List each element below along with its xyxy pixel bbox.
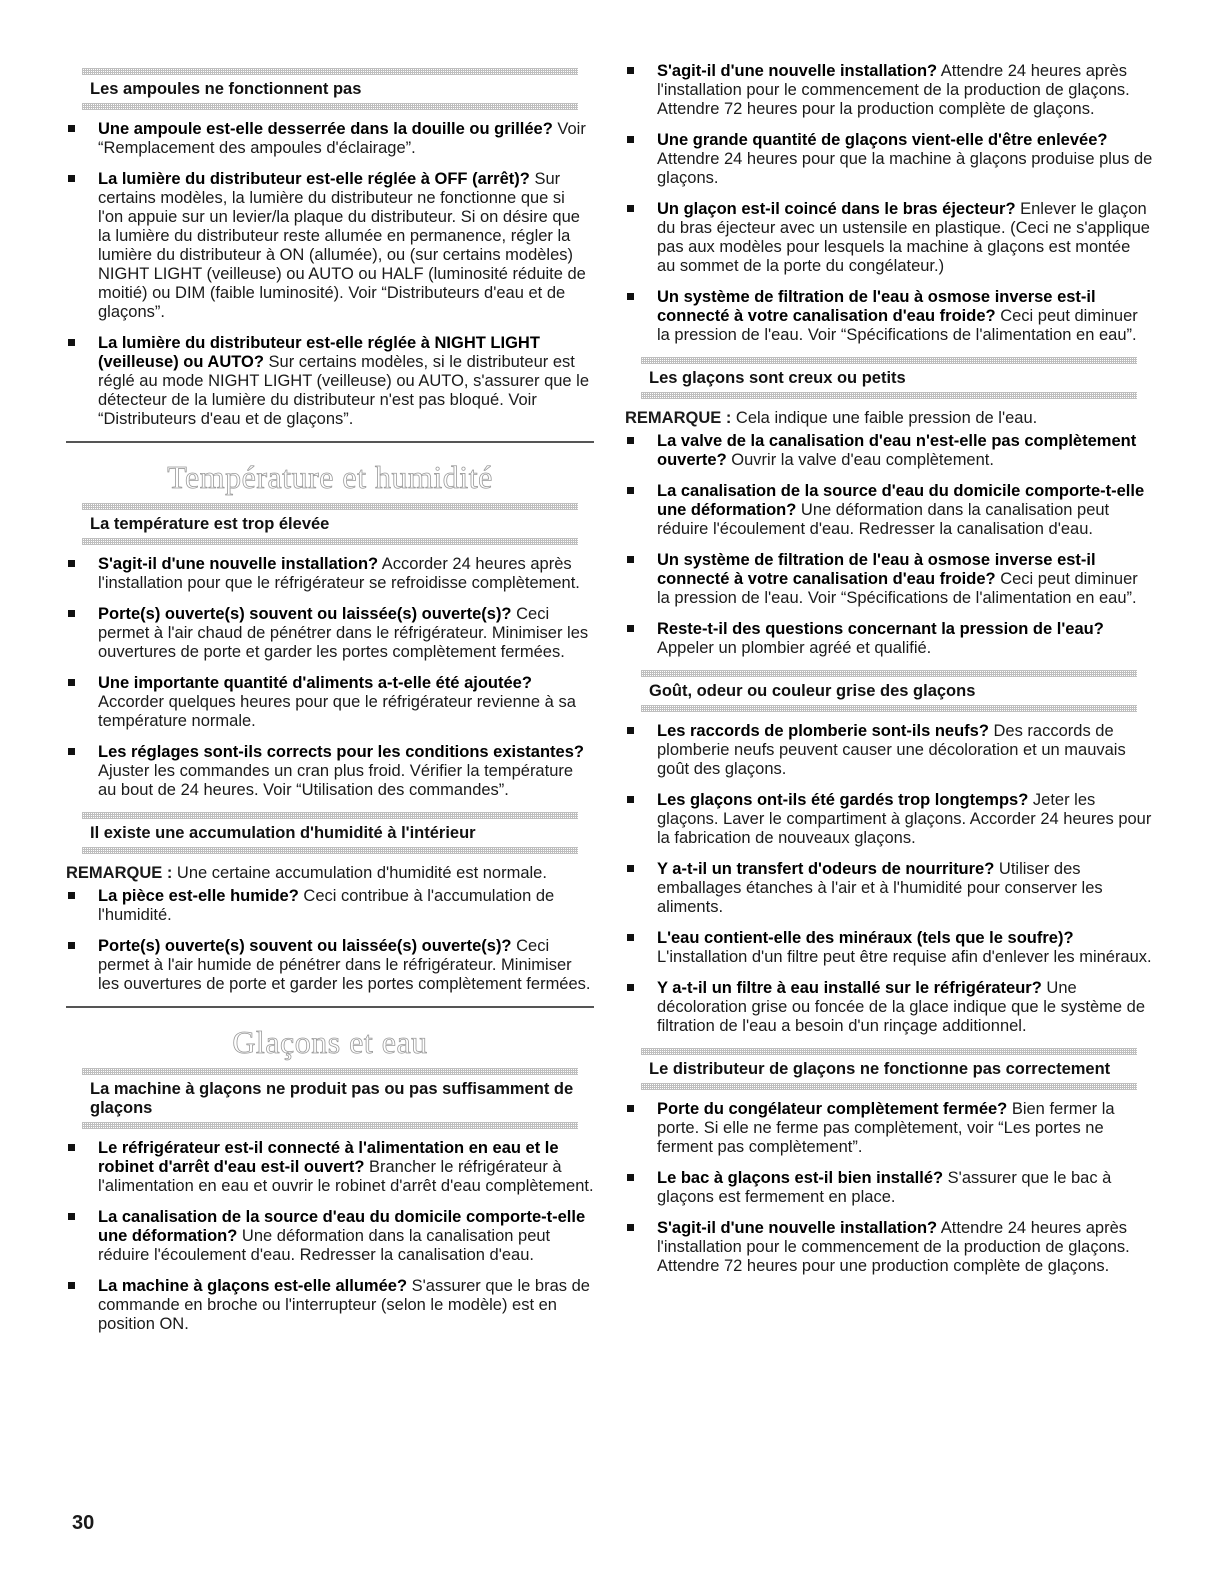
item-list	[625, 62, 1153, 345]
item-question: Les glaçons ont-ils été gardés trop longtemps?	[657, 791, 1029, 809]
item-question: Les raccords de plomberie sont-ils neufs?	[657, 722, 989, 740]
square-bullet-icon	[68, 1282, 75, 1289]
square-bullet-icon	[68, 1144, 75, 1151]
item-answer: Voir “Remplacement des ampoules d'éclairage”.	[98, 120, 586, 157]
dotted-rule	[82, 1122, 578, 1129]
item-answer: Attendre 24 heures après l'installation pour le commencement de la production de glaçons. Attendre 72 heures pour une production complète de glaçons.	[657, 1219, 1130, 1275]
right-column	[625, 62, 1153, 1288]
square-bullet-icon	[627, 556, 634, 563]
dotted-rule	[82, 812, 578, 819]
item-list	[66, 555, 594, 800]
list-item	[66, 120, 594, 158]
list-item	[625, 860, 1153, 917]
square-bullet-icon	[627, 934, 634, 941]
item-answer: Accorder quelques heures pour que le réfrigérateur revienne à sa température normale.	[98, 693, 576, 730]
item-answer: S'assurer que le bras de commande en broche ou l'interrupteur (selon le modèle) est en position ON.	[98, 1277, 590, 1333]
dotted-rule	[82, 503, 578, 510]
list-item	[625, 288, 1153, 345]
item-answer: Ceci permet à l'air chaud de pénétrer dans le réfrigérateur. Minimiser les ouvertures de porte et garder les portes complètement fermées.	[98, 605, 589, 661]
subsection-title: Goût, odeur ou couleur grise des glaçons	[649, 682, 976, 700]
item-list	[625, 1100, 1153, 1276]
page-number: 30	[72, 1512, 95, 1534]
list-item	[625, 1219, 1153, 1276]
item-answer: Ceci contribue à l'accumulation de l'humidité.	[98, 887, 555, 924]
subsection-title: Le distributeur de glaçons ne fonctionne pas correctement	[649, 1060, 1111, 1078]
square-bullet-icon	[627, 293, 634, 300]
item-answer: Attendre 24 heures après l'installation pour le commencement de la production de glaçons. Attendre 72 heures pour la production complète de glaçons.	[657, 62, 1130, 118]
list-item	[625, 62, 1153, 119]
item-question: La pièce est-elle humide?	[98, 887, 299, 905]
item-answer: Une décoloration grise ou foncée de la glace indique que le système de filtration de l'eau a besoin d'un rinçage additionnel.	[657, 979, 1145, 1035]
dotted-rule	[641, 392, 1137, 399]
list-item	[625, 1100, 1153, 1157]
list-item	[625, 131, 1153, 188]
item-answer: Bien fermer la porte. Si elle ne ferme pas complètement, voir “Les portes ne ferment pas complètement”.	[657, 1100, 1115, 1156]
square-bullet-icon	[627, 984, 634, 991]
item-question: Le réfrigérateur est-il connecté à l'alimentation en eau et le robinet d'arrêt d'eau est-il ouvert?	[98, 1139, 559, 1176]
subsection-header	[625, 357, 1153, 399]
item-question: Le bac à glaçons est-il bien installé?	[657, 1169, 944, 1187]
dotted-rule	[641, 1083, 1137, 1090]
item-question: Un glaçon est-il coincé dans le bras éjecteur?	[657, 200, 1016, 218]
subsection-title: Les glaçons sont creux ou petits	[649, 369, 906, 387]
item-list	[66, 120, 594, 429]
item-answer: Ajuster les commandes un cran plus froid. Vérifier la température au bout de 24 heures. Voir “Utilisation des commandes”.	[98, 762, 574, 799]
square-bullet-icon	[68, 748, 75, 755]
subsection-header	[625, 670, 1153, 712]
section-title: Température et humidité	[167, 459, 493, 495]
item-answer: L'installation d'un filtre peut être requise afin d'enlever les minéraux.	[657, 948, 1152, 966]
square-bullet-icon	[68, 610, 75, 617]
square-bullet-icon	[68, 339, 75, 346]
item-question: S'agit-il d'une nouvelle installation?	[98, 555, 379, 573]
square-bullet-icon	[627, 1174, 634, 1181]
list-item	[66, 1208, 594, 1265]
item-answer: Utiliser des emballages étanches à l'air et à l'humidité pour conserver les aliments.	[657, 860, 1103, 916]
list-item	[66, 334, 594, 429]
list-item	[66, 674, 594, 731]
subsection-header	[66, 1068, 594, 1129]
square-bullet-icon	[627, 727, 634, 734]
list-item	[625, 620, 1153, 658]
item-question: La canalisation de la source d'eau du domicile comporte-t-elle une déformation?	[98, 1208, 586, 1245]
list-item	[66, 887, 594, 925]
item-answer: S'assurer que le bac à glaçons est fermement en place.	[657, 1169, 1112, 1206]
left-column	[66, 62, 594, 1346]
dotted-rule	[641, 705, 1137, 712]
subsection-title: Il existe une accumulation d'humidité à l'intérieur	[90, 824, 476, 842]
note-text: Cela indique une faible pression de l'eau.	[731, 409, 1038, 427]
dotted-rule	[82, 68, 578, 75]
square-bullet-icon	[627, 437, 634, 444]
section-divider	[66, 441, 594, 443]
square-bullet-icon	[627, 1224, 634, 1231]
item-answer: Ceci peut diminuer la pression de l'eau. Voir “Spécifications de l'alimentation en eau”.	[657, 570, 1138, 607]
dotted-rule	[82, 538, 578, 545]
subsection-header	[625, 1048, 1153, 1090]
list-item	[625, 482, 1153, 539]
item-question: La lumière du distributeur est-elle réglée à OFF (arrêt)?	[98, 170, 530, 188]
item-answer: Sur certains modèles, si le distributeur est réglé au mode NIGHT LIGHT (veilleuse) ou AUTO, s'assurer que le détecteur de la lumière du distributeur n'est pas bloqué. Voir “Distributeurs d'eau et de glaçons”.	[98, 353, 590, 428]
dotted-rule	[82, 103, 578, 110]
subsection-header	[66, 68, 594, 110]
item-question: La canalisation de la source d'eau du domicile comporte-t-elle une déformation?	[657, 482, 1145, 519]
square-bullet-icon	[68, 1213, 75, 1220]
item-question: L'eau contient-elle des minéraux (tels que le soufre)?	[657, 929, 1074, 947]
list-item	[66, 605, 594, 662]
square-bullet-icon	[68, 679, 75, 686]
item-answer: Ceci peut diminuer la pression de l'eau. Voir “Spécifications de l'alimentation en eau”.	[657, 307, 1138, 344]
item-list	[625, 432, 1153, 658]
list-item	[625, 200, 1153, 276]
square-bullet-icon	[68, 125, 75, 132]
item-answer: Sur certains modèles, la lumière du distributeur ne fonctionne que si l'on appuie sur un levier/la plaque du distributeur. Si on désire que la lumière du distributeur reste allumée en permanence, régler la lumière du distributeur à ON (allumée), ou (sur certains modèles) NIGHT LIGHT (veilleuse) ou AUTO ou HALF (luminosité réduite de moitié) ou DIM (faible luminosité). Voir “Distributeurs d'eau et de glaçons”.	[98, 170, 586, 321]
list-item	[625, 432, 1153, 470]
square-bullet-icon	[627, 865, 634, 872]
item-question: Reste-t-il des questions concernant la pression de l'eau?	[657, 620, 1104, 638]
item-list	[66, 887, 594, 994]
item-answer: Ceci permet à l'air humide de pénétrer dans le réfrigérateur. Minimiser les ouvertures de porte et garder les portes complètement fermées.	[98, 937, 591, 993]
item-list	[66, 1139, 594, 1334]
note	[625, 409, 1153, 428]
square-bullet-icon	[627, 625, 634, 632]
item-question: Porte(s) ouverte(s) souvent ou laissée(s) ouverte(s)?	[98, 937, 512, 955]
square-bullet-icon	[627, 487, 634, 494]
square-bullet-icon	[68, 175, 75, 182]
item-answer: Des raccords de plomberie neufs peuvent causer une décoloration et un mauvais goût des glaçons.	[657, 722, 1126, 778]
item-question: Porte(s) ouverte(s) souvent ou laissée(s) ouverte(s)?	[98, 605, 512, 623]
item-answer: Jeter les glaçons. Laver le compartiment à glaçons. Accorder 24 heures pour la fabrication de nouveaux glaçons.	[657, 791, 1152, 847]
list-item	[625, 722, 1153, 779]
square-bullet-icon	[68, 942, 75, 949]
dotted-rule	[82, 1068, 578, 1075]
item-question: Porte du congélateur complètement fermée?	[657, 1100, 1008, 1118]
item-question: Une grande quantité de glaçons vient-elle d'être enlevée?	[657, 131, 1108, 149]
item-answer: Accorder 24 heures après l'installation pour que le réfrigérateur se refroidisse complètement.	[98, 555, 580, 592]
square-bullet-icon	[627, 67, 634, 74]
item-question: Un système de filtration de l'eau à osmose inverse est-il connecté à votre canalisation d'eau froide?	[657, 551, 1096, 588]
note	[66, 864, 594, 883]
subsection-title: La température est trop élevée	[90, 515, 330, 533]
item-question: Un système de filtration de l'eau à osmose inverse est-il connecté à votre canalisation d'eau froide?	[657, 288, 1096, 325]
item-question: Y a-t-il un filtre à eau installé sur le réfrigérateur?	[657, 979, 1042, 997]
section-title: Glaçons et eau	[232, 1024, 428, 1060]
list-item	[66, 1277, 594, 1334]
item-answer: Une déformation dans la canalisation peut réduire l'écoulement d'eau. Redresser la canalisation d'eau.	[657, 501, 1110, 538]
list-item	[66, 170, 594, 322]
subsection-title: La machine à glaçons ne produit pas ou pas suffisamment de glaçons	[90, 1080, 574, 1117]
list-item	[625, 979, 1153, 1036]
item-question: S'agit-il d'une nouvelle installation?	[657, 1219, 938, 1237]
list-item	[625, 551, 1153, 608]
item-answer: Brancher le réfrigérateur à l'alimentation en eau et ouvrir le robinet d'arrêt d'eau complètement.	[98, 1158, 594, 1195]
subsection-title: Les ampoules ne fonctionnent pas	[90, 80, 362, 98]
item-question: La valve de la canalisation d'eau n'est-elle pas complètement ouverte?	[657, 432, 1137, 469]
subsection-header	[66, 812, 594, 854]
item-answer: Attendre 24 heures pour que la machine à glaçons produise plus de glaçons.	[657, 150, 1153, 187]
dotted-rule	[82, 847, 578, 854]
list-item	[625, 1169, 1153, 1207]
note-label: REMARQUE :	[66, 864, 173, 882]
item-question: S'agit-il d'une nouvelle installation?	[657, 62, 938, 80]
item-question: Une importante quantité d'aliments a-t-elle été ajoutée?	[98, 674, 532, 692]
square-bullet-icon	[68, 892, 75, 899]
list-item	[625, 791, 1153, 848]
item-answer: Appeler un plombier agréé et qualifié.	[657, 639, 932, 657]
item-question: La lumière du distributeur est-elle réglée à NIGHT LIGHT (veilleuse) ou AUTO?	[98, 334, 540, 371]
list-item	[66, 937, 594, 994]
item-answer: Ouvrir la valve d'eau complètement.	[726, 451, 994, 469]
dotted-rule	[641, 670, 1137, 677]
item-answer: Une déformation dans la canalisation peut réduire l'écoulement d'eau. Redresser la canalisation d'eau.	[98, 1227, 551, 1264]
list-item	[66, 743, 594, 800]
note-text: Une certaine accumulation d'humidité est normale.	[172, 864, 547, 882]
square-bullet-icon	[627, 796, 634, 803]
square-bullet-icon	[627, 136, 634, 143]
item-question: Y a-t-il un transfert d'odeurs de nourriture?	[657, 860, 995, 878]
square-bullet-icon	[627, 1105, 634, 1112]
list-item	[625, 929, 1153, 967]
dotted-rule	[641, 357, 1137, 364]
item-question: Une ampoule est-elle desserrée dans la douille ou grillée?	[98, 120, 553, 138]
list-item	[66, 555, 594, 593]
note-label: REMARQUE :	[625, 409, 732, 427]
item-question: Les réglages sont-ils corrects pour les conditions existantes?	[98, 743, 584, 761]
dotted-rule	[641, 1048, 1137, 1055]
subsection-header	[66, 503, 594, 545]
item-question: La machine à glaçons est-elle allumée?	[98, 1277, 408, 1295]
square-bullet-icon	[68, 560, 75, 567]
item-answer: Enlever le glaçon du bras éjecteur avec un ustensile en plastique. (Ceci ne s'applique pas aux modèles pour lesquels la machine à glaçons est montée au sommet de la porte du congélateur.)	[657, 200, 1150, 275]
square-bullet-icon	[627, 205, 634, 212]
section-divider	[66, 1006, 594, 1008]
list-item	[66, 1139, 594, 1196]
item-list	[625, 722, 1153, 1036]
